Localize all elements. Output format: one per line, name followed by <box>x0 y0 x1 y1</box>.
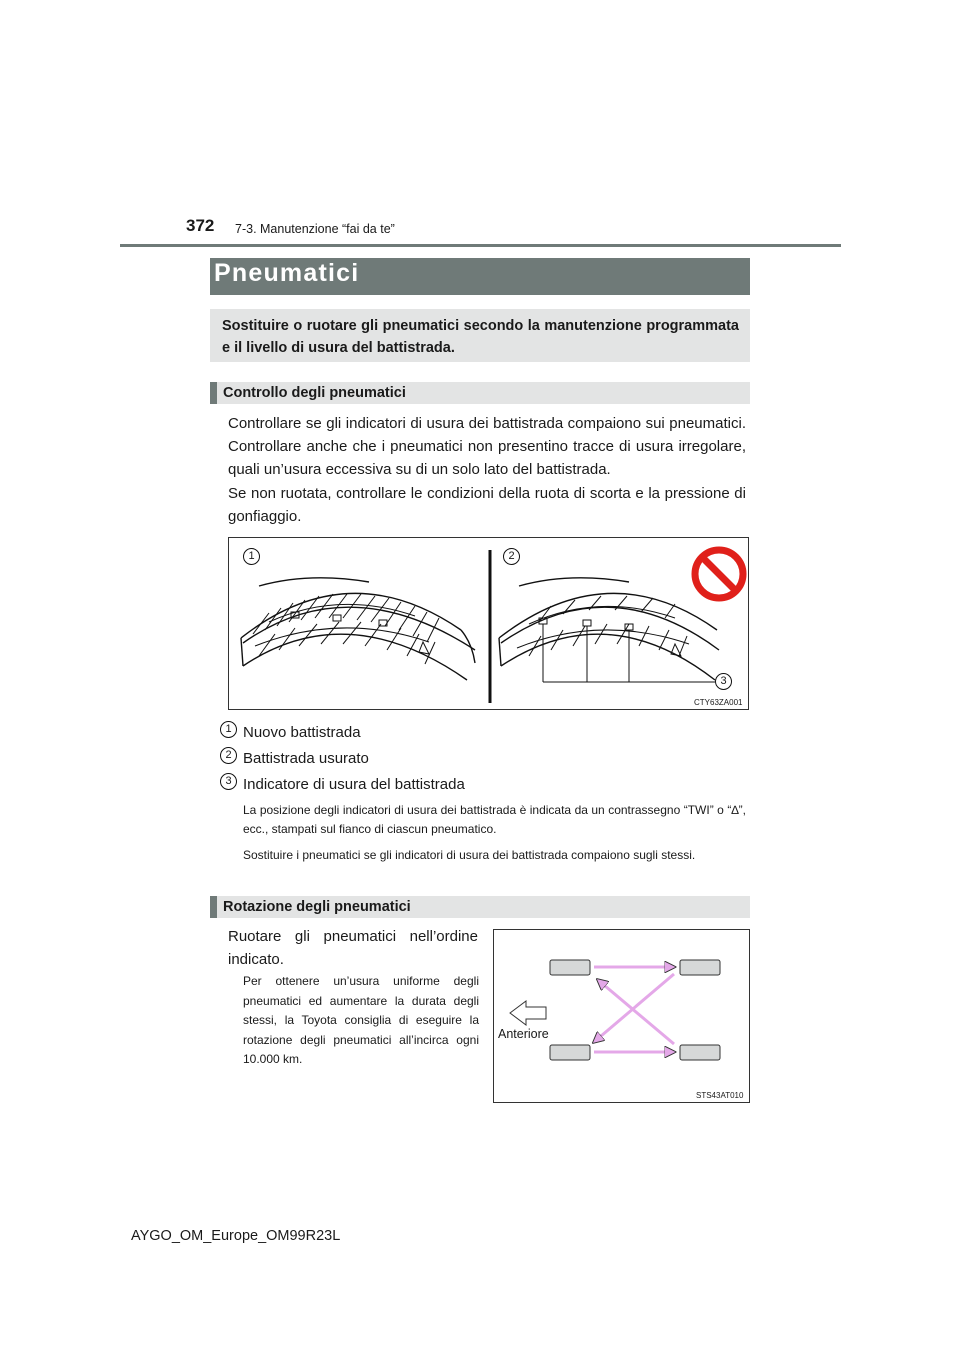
page-title: Pneumatici <box>214 259 360 287</box>
figure-code: CTY63ZA001 <box>694 698 743 707</box>
front-arrow-icon <box>510 1001 546 1025</box>
rotation-diagram <box>494 930 749 1102</box>
figure-code: STS43AT010 <box>696 1091 744 1100</box>
legend-number-1: 1 <box>220 721 237 738</box>
section-heading-accent <box>210 382 217 404</box>
tire-front-right <box>680 960 720 975</box>
new-tread-tire <box>241 578 475 680</box>
figure-marker-2: 2 <box>503 548 520 565</box>
legend-text-3: Indicatore di usura del battistrada <box>243 776 465 793</box>
section-reference: 7-3. Manutenzione “fai da te” <box>235 222 395 236</box>
rotation-paragraph: Ruotare gli pneumatici nell’ordine indicato. <box>228 928 478 968</box>
legend-number-3: 3 <box>220 773 237 790</box>
footer-document-code: AYGO_OM_Europe_OM99R23L <box>131 1228 341 1244</box>
legend-text-2: Battistrada usurato <box>243 750 369 767</box>
section-heading-accent <box>210 896 217 918</box>
legend-text-1: Nuovo battistrada <box>243 724 361 741</box>
check-paragraph-1: Controllare se gli indicatori di usura dei battistrada compaiono sui pneumatici. Controllare anche che i pneumatici non presentino tracce di usura irregolare, quali un’usura eccessiva su di un solo lato del battistrada. <box>228 415 746 478</box>
intro-text: Sostituire o ruotare gli pneumatici secondo la manutenzione programmata e il livello di usura del battistrada. <box>222 318 739 356</box>
section-heading-rotation: Rotazione degli pneumatici <box>223 899 411 915</box>
figure-marker-3: 3 <box>715 673 732 690</box>
worn-tread-tire <box>499 578 719 682</box>
header-rule <box>120 244 841 247</box>
check-paragraph-2: Se non ruotata, controllare le condizioni della ruota di scorta e la pressione di gonfiaggio. <box>228 485 746 525</box>
rotation-note: Per ottenere un’usura uniforme degli pneumatici ed aumentare la durata degli stessi, la Toyota consiglia di eseguire la rotazione degli pneumatici all’incirca ogni 10.000 km. <box>243 974 479 1066</box>
figure-marker-1: 1 <box>243 548 260 565</box>
section-heading-check: Controllo degli pneumatici <box>223 385 406 401</box>
page-number: 372 <box>186 216 215 235</box>
legend-number-2: 2 <box>220 747 237 764</box>
tire-front-left <box>550 960 590 975</box>
tire-wear-figure <box>228 537 749 710</box>
tire-rear-left <box>550 1045 590 1060</box>
tire-rear-right <box>680 1045 720 1060</box>
check-note-2: Sostituire i pneumatici se gli indicatori di usura dei battistrada compaiono sugli stessi. <box>243 848 696 862</box>
prohibition-icon <box>695 550 743 598</box>
check-note-1: La posizione degli indicatori di usura dei battistrada è indicata da un contrassegno “TWI” o “∆”, ecc., stampati sul fianco di ciascun pneumatico. <box>243 803 746 836</box>
tire-illustration <box>229 538 748 709</box>
tire-rotation-figure <box>493 929 750 1103</box>
front-label: Anteriore <box>498 1027 549 1041</box>
